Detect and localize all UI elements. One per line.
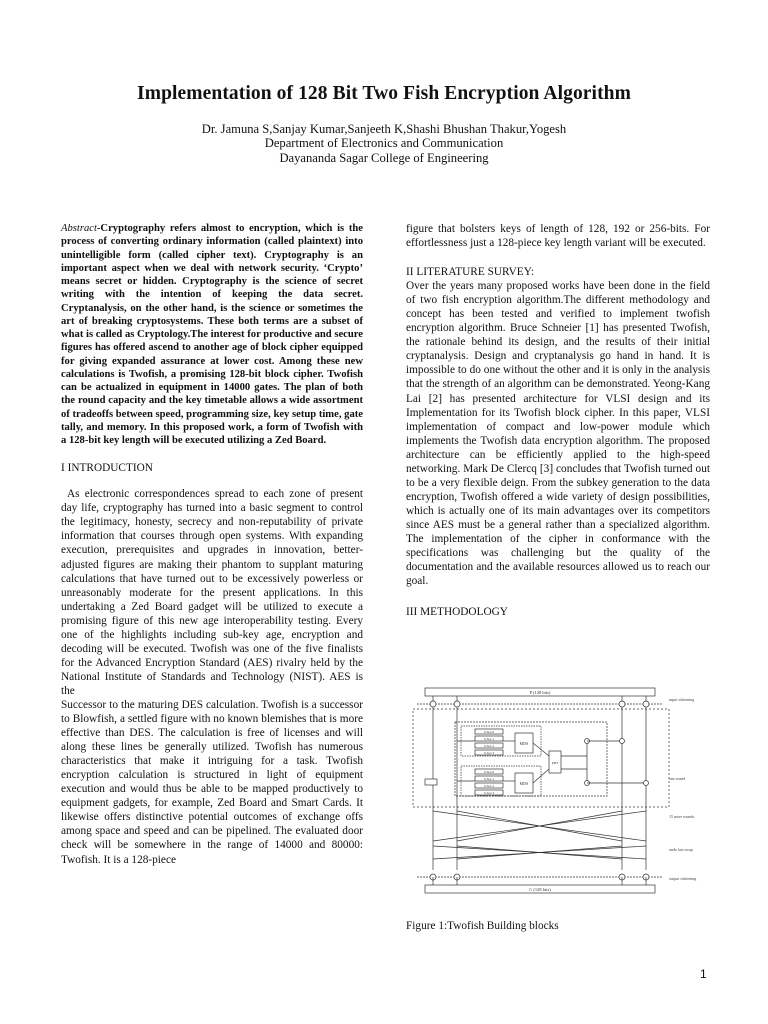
- twofish-block-diagram: [397, 681, 697, 907]
- sbox-3-label-bottom: S-box 3: [483, 791, 495, 795]
- literature-survey-text: Over the years many proposed works have been done in the field of two fish encryption algorithm.The different methodology and concept has been tested and verified to implement twofish encryption algorithm. Bruce Schneier [1] has presented Twofish, the rationale behind its design, and the results of their initial cryptanalysis. Design and cryptanalysis go hand in hand. It is impossible to do one without the other and it is only in the analysis that the strength of an algorithm can be demonstrated. Yeong-Kang Lai [2] has presented architecture for VLSI design and its Implementation for its Twofish block cipher. In this paper, VLSI implementation of compact and low-power module which implements the Twofish data encryption algorithm. The proposed architecture can be efficiently applied to the high-speed networking. Mark De Clercq [3] concludes that Twofish turned out to be a very flexible deign. From the subkey generation to the data encryption, Twofish offered a wide variety of design possibilities, which is actually one of its main advantages over its competitors since AES must be a general rather than a specialized algorithm. The implementation of the cipher in conformance with the specifications was challenging but the quality of the documentation and the available resources allowed us to reach our goal.: [406, 280, 710, 588]
- abstract-text: -Cryptography refers almost to encryption, which is the process of converting ordinary information (called plaintext) into unintelligible form (called cipher text). Cryptography is an important aspect when we deal with network security. ‘Crypto’ means secret or hidden. Cryptography is the science of secret writing with the intention of keeping the data secret. Cryptanalysis, on the other hand, is the science or sometimes the art of breaking cryptosystems. These both terms are a subset of what is called as Cryptology.The interest for productive and secure figures has offered ascend to another age of block cipher equipped for giving expanded assurance at lower cost. Among these new calculations is Twofish, a promising 128-bit block cipher. Twofish can be actualized in equipment in 14000 gates. The plan of both the round capacity and the key timetable allows a wide assortment of tradeoffs between speed, programming size, key setup time, gate tally, and memory. In this proposed work, a form of Twofish with a 128-bit key length will be executed utilizing a Zed Board.: [61, 223, 363, 446]
- one-round-label: one round: [669, 776, 686, 781]
- right-column: [406, 222, 710, 619]
- abstract-lead: Abstract: [61, 223, 97, 234]
- left-column: [61, 222, 363, 867]
- output-whitening-label: output whitening: [669, 876, 697, 881]
- input-whitening-label: input whitening: [669, 697, 695, 702]
- abstract: [61, 222, 363, 447]
- figure-caption: Figure 1:Twofish Building blocks: [406, 920, 559, 932]
- introduction-paragraph-1: As electronic correspondences spread to each zone of present day life, cryptography has turned into a basic segment to control the legitimacy, honesty, secrecy and non-reputability of private information that courses through open systems. With expanding execution, prerequisites and upgrades in innovation, better-adjusted figures are making their phantom to supplant maturing calculations that have turned out to be excessively powerless or unreasonably moderate for the present applications. In this undertaking a Zed Board gadget will be utilized to execute a promising figure of this new age interoperability testing. Every one of the highlights including sub-key age, encryption and decoding will be executed. Twofish was one of the five finalists for the Advanced Encryption Standard (AES) rivalry held by the National Institute of Standards and Technology (NIST). AES is the: [61, 488, 363, 697]
- author-list: Dr. Jamuna S,Sanjay Kumar,Sanjeeth K,Shashi Bhushan Thakur,Yogesh: [201, 122, 567, 136]
- college: Dayananda Sagar College of Engineering: [279, 151, 489, 165]
- paper-title: Implementation of 128 Bit Two Fish Encryption Algorithm: [137, 83, 631, 104]
- department: Department of Electronics and Communication: [264, 136, 504, 150]
- sbox-0-label-top: S-box 0: [483, 730, 495, 734]
- more-rounds-label: 15 more rounds: [669, 814, 695, 819]
- sbox-1-label-top: S-box 1: [483, 737, 495, 741]
- continuation-paragraph: figure that bolsters keys of length of 128, 192 or 256-bits. For effortlessness just a 128-piece key length variant will be executed.: [406, 223, 710, 250]
- mds-label-bottom: MDS: [519, 781, 529, 786]
- section-heading-introduction: I INTRODUCTION: [61, 462, 153, 475]
- section-heading-methodology: III METHODOLOGY: [406, 606, 508, 619]
- sbox-2-label-top: S-box 2: [483, 744, 495, 748]
- undo-swap-label: undo last swap: [669, 847, 693, 852]
- plaintext-label: P (128 bits): [529, 690, 551, 695]
- section-heading-literature-survey: II LITERATURE SURVEY:: [406, 266, 534, 279]
- pht-label: PHT: [551, 761, 559, 765]
- ciphertext-label: C (128 bits): [529, 887, 551, 892]
- mds-label-top: MDS: [519, 741, 529, 746]
- sbox-3-label-top: S-box 3: [483, 751, 495, 755]
- page-number: 1: [700, 967, 707, 981]
- sbox-1-label-bottom: S-box 1: [483, 777, 495, 781]
- introduction-paragraph-2: Successor to the maturing DES calculation. Twofish is a successor to Blowfish, a settled figure with no known blemishes that is more effective than DES. The calculation is free of licenses and will along these lines be generally utilized. Twofish has numerous characteristics that make it intriguing for a task. Twofish encryption calculation is structured in light of equipment execution and would thus be able to be mapped productively to equipment gadgets, for example, Zed Board and Smart Cards. It likewise offers distinctive potential outcomes of exchange offs among space and speed and can be pipelined. The evaluated door check will be somewhere in the range of 14000 and 80000: Twofish. It is a 128-piece: [61, 699, 363, 866]
- sbox-2-label-bottom: S-box 2: [483, 784, 495, 788]
- sbox-0-label-bottom: S-box 0: [483, 770, 495, 774]
